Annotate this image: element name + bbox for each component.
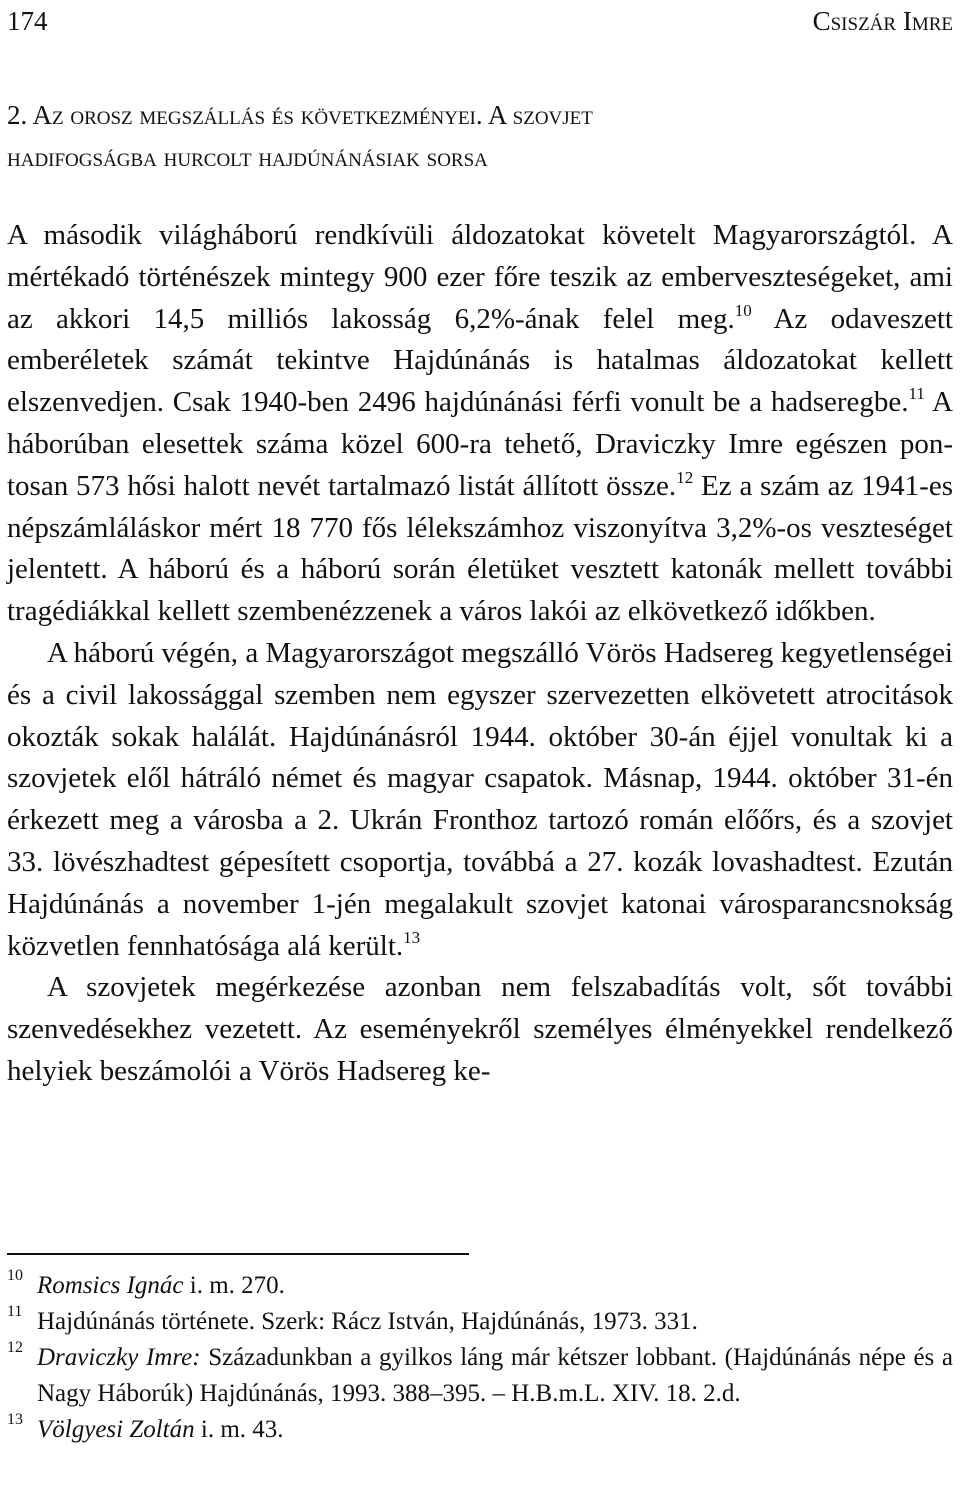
footnote-ref[interactable]: 13: [403, 927, 421, 947]
chapter-heading: [7, 94, 953, 178]
sentence: Ez a szám az 1941-es népszámláláskor mért 18 770 fős lélekszámhoz viszonyítva 3,2%-os veszteséget jelentett. A háború és a háború során életüket vesztett katonák mellett további tragédiákkal kellett szembenézzenek a város lakói az elkövetkező időkben.: [7, 469, 954, 628]
paragraph-text: A háború végén, a Magyarországot megszálló Vörös Hadsereg kegyetlenségei és a civil lakossággal szemben nem egyszer szervezetten elkövetett atrocitások okozták sokak halálát. Hajdúnánásról 1944. október 30-án éjjel vonultak ki a szovjetek elől hátráló német és magyar csapatok. Másnap, 1944. október 31-én érkezett meg a városba a 2. Ukrán Fronthoz tartozó román előőrs, és a szovjet 33. lövészhadtest gépesített csoportja, továbbá a 27. kozák lovashadtest. Ezután Hajdúnánás a november 1-jén megalakult szovjet katonai városparancsnokság közvetlen fennhatósága alá került.: [7, 636, 953, 962]
footnote-text: Hajdúnánás története. Szerk: Rácz István, Hajdúnánás, 1973. 331.: [37, 1308, 698, 1335]
sentence: A második világháború rendkívüli áldozatokat követelt Magyarországtól. A mértékadó történészek mintegy 900 ezer főre teszik az emberveszteségeket, ami az akkori 14,5 milliós lakosság 6,2%-ának felel meg.: [7, 219, 953, 335]
running-title: Csiszár Imre: [812, 6, 953, 36]
footnote: [7, 1412, 953, 1448]
footnote-author: Völgyesi Zoltán: [37, 1416, 195, 1443]
footnote-author: Draviczky Imre:: [37, 1344, 201, 1371]
paragraph: [7, 215, 953, 633]
footnote-number: 12: [7, 1339, 23, 1356]
paragraph: [7, 633, 953, 967]
footnote-text: Századunkban a gyilkos láng már kétszer lobbant. (Hajdúnánás népe és a Nagy Háborúk) Hajdúnánás, 1993. 388–395. – H.B.m.L. XIV. 18. 2.d.: [37, 1344, 953, 1407]
footnote-divider: [7, 1253, 469, 1255]
footnotes: [7, 1268, 953, 1448]
footnote-ref[interactable]: 11: [908, 384, 925, 404]
sentence: A háborúban elesettek száma közel 600-ra tehető, Draviczky Imre egészen pontosan 573 hősi halott nevét tartalmazó listát állított össze.: [7, 386, 953, 502]
page-header: [7, 6, 953, 40]
footnote: [7, 1268, 953, 1304]
footnote: [7, 1340, 953, 1412]
page-number: 174: [7, 6, 48, 36]
footnote-number: 10: [7, 1267, 23, 1284]
footnote-text: i. m. 270.: [183, 1272, 285, 1299]
paragraph: [7, 967, 953, 1092]
chapter-heading-line: hadifogságba hurcolt hajdúnánásiak sorsa: [7, 142, 488, 172]
footnote-author: Romsics Ignác: [37, 1272, 184, 1299]
footnote-number: 11: [7, 1303, 23, 1320]
footnote: [7, 1304, 953, 1340]
footnote-text: i. m. 43.: [194, 1416, 284, 1443]
footnote-number: 13: [7, 1411, 23, 1428]
sentence: Az odaveszett emberéletek számát tekintve Hajdúnánás is hatalmas áldozatokat kellett elszenvedjen. Csak 1940-ben 2496 hajdúnánási férfi vonult be a hadseregbe.: [7, 302, 953, 419]
paragraph-text: A szovjetek megérkezése azonban nem felszabadítás volt, sőt további szenvedésekhez vezetett. Az eseményekről személyes élményekkel rendelkező helyiek beszámolói a Vörös Hadsereg ke-: [7, 971, 953, 1087]
chapter-heading-line: 2. Az orosz megszállás és következményei. A szovjet: [7, 100, 593, 130]
footnote-ref[interactable]: 10: [734, 300, 752, 320]
footnote-ref[interactable]: 12: [676, 467, 694, 487]
body-text: [7, 215, 953, 1093]
